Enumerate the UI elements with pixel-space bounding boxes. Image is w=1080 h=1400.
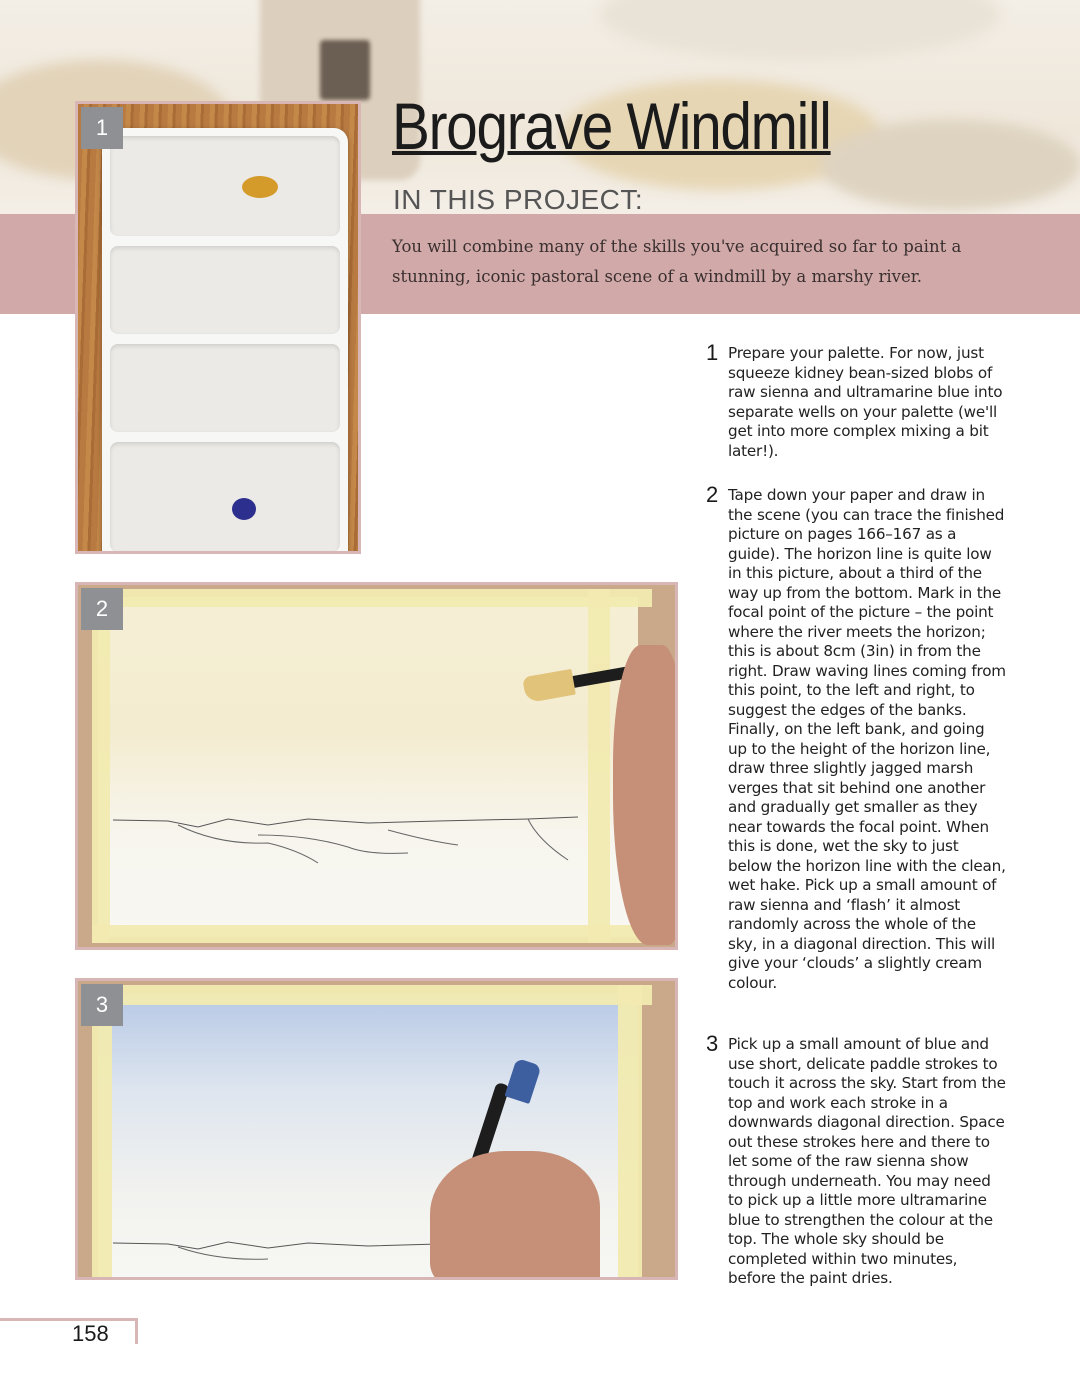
palette-well	[110, 344, 340, 432]
photo-badge: 1	[81, 107, 123, 149]
step-3	[706, 1031, 1006, 1289]
palette-well	[110, 442, 340, 552]
masking-tape	[618, 985, 642, 1280]
ultramarine-blob	[232, 498, 256, 520]
watercolor-paper	[98, 597, 638, 937]
step-number: 3	[706, 1031, 719, 1056]
section-subtitle: IN THIS PROJECT:	[393, 184, 644, 215]
masking-tape	[92, 589, 110, 943]
intro-band-left	[0, 214, 80, 314]
masking-tape	[92, 925, 652, 943]
photo-step-2	[75, 582, 678, 950]
step-2	[706, 482, 1006, 993]
photo-badge: 2	[81, 588, 123, 630]
hand	[430, 1151, 600, 1280]
photo-badge: 3	[81, 984, 123, 1026]
page-title: Brograve Windmill	[392, 89, 831, 163]
intro-text: You will combine many of the skills you've acquired so far to paint a stunning, iconic pastoral scene of a windmill by a marshy river.	[392, 237, 962, 286]
step-1	[706, 340, 1006, 461]
step-text: Tape down your paper and draw in the scene (you can trace the finished picture on pages 166–167 as a guide). The horizon line is quite low in this picture, about a third of the way up from the bottom. Mark in the focal point of the picture – the point where the river meets the horizon; this is about 8cm (3in) in from the right. Draw waving lines coming from this point, to the left and right, to suggest the edges of the banks. Finally, on the left bank, and going up to the height of the horizon line, draw three slightly jagged marsh verges that sit behind one another and gradually get smaller as they near towards the focal point. When this is done, wet the sky to just below the horizon line with the clean, wet hake. Pick up a small amount of raw sienna and ‘flash’ it almost randomly across the whole of the sky, in a diagonal direction. This will give your ‘clouds’ a slightly cream colour.	[728, 486, 1006, 992]
raw-sienna-blob	[242, 176, 278, 198]
palette-tray	[102, 128, 348, 554]
pencil-horizon-lines	[108, 805, 588, 875]
page-number-rule	[135, 1318, 138, 1344]
masking-tape	[92, 589, 652, 607]
step-number: 1	[706, 340, 719, 365]
palette-well	[110, 136, 340, 236]
step-text: Prepare your palette. For now, just squeeze kidney bean-sized blobs of raw sienna and ultramarine blue into separate wells on your palette (we'll get into more complex mixing a bit later!).	[728, 344, 1003, 460]
step-text: Pick up a small amount of blue and use short, delicate paddle strokes to touch it across the sky. Start from the top and work each stroke in a downwards diagonal direction. Space out these strokes here and there to let some of the raw sienna show through underneath. You may need to pick up a little more ultramarine blue to strengthen the colour at the top. The whole sky should be completed within two minutes, before the paint dries.	[728, 1035, 1006, 1287]
page-number-rule	[0, 1318, 138, 1321]
photo-step-3	[75, 978, 678, 1280]
masking-tape	[92, 985, 652, 1005]
step-number: 2	[706, 482, 719, 507]
page-number: 158	[72, 1321, 109, 1346]
photo-palette	[75, 101, 361, 554]
hand	[613, 645, 678, 945]
masking-tape	[588, 589, 610, 943]
palette-well	[110, 246, 340, 334]
